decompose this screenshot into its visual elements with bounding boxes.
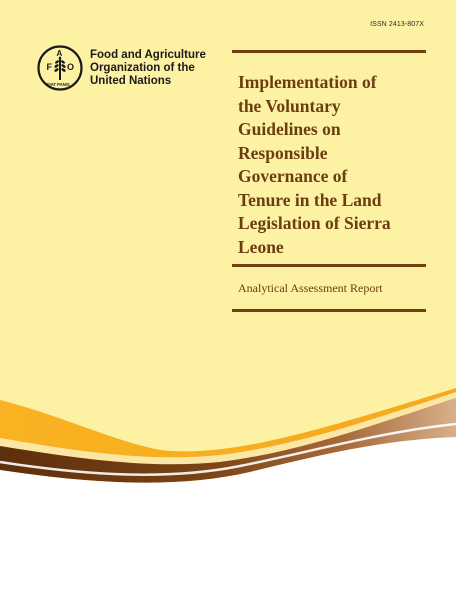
title-line: Implementation of bbox=[238, 72, 377, 92]
title-line: Legislation of Sierra bbox=[238, 213, 391, 233]
report-title bbox=[238, 71, 428, 259]
svg-text:F: F bbox=[46, 62, 52, 72]
title-line: the Voluntary bbox=[238, 95, 341, 116]
report-subtitle: Analytical Assessment Report bbox=[238, 281, 383, 295]
fao-logo-icon bbox=[37, 45, 83, 91]
title-top-rule bbox=[232, 50, 426, 53]
svg-text:O: O bbox=[67, 62, 75, 72]
title-bottom-rule bbox=[232, 264, 426, 267]
subtitle-bottom-rule bbox=[232, 309, 426, 312]
org-name-line: Organization of the bbox=[90, 62, 195, 74]
organization-name bbox=[90, 49, 206, 88]
title-line: Responsible bbox=[238, 142, 328, 163]
title-line: Leone bbox=[238, 236, 284, 257]
org-name-line: Food and Agriculture bbox=[90, 49, 206, 61]
title-line: Guidelines on bbox=[238, 119, 341, 139]
title-line: Governance of bbox=[238, 166, 348, 186]
svg-text:FIAT PANIS: FIAT PANIS bbox=[47, 82, 70, 87]
svg-text:A: A bbox=[56, 49, 63, 58]
issn-label: ISSN 2413-807X bbox=[370, 21, 424, 28]
org-name-line: United Nations bbox=[90, 75, 172, 87]
title-line: Tenure in the Land bbox=[238, 189, 382, 210]
